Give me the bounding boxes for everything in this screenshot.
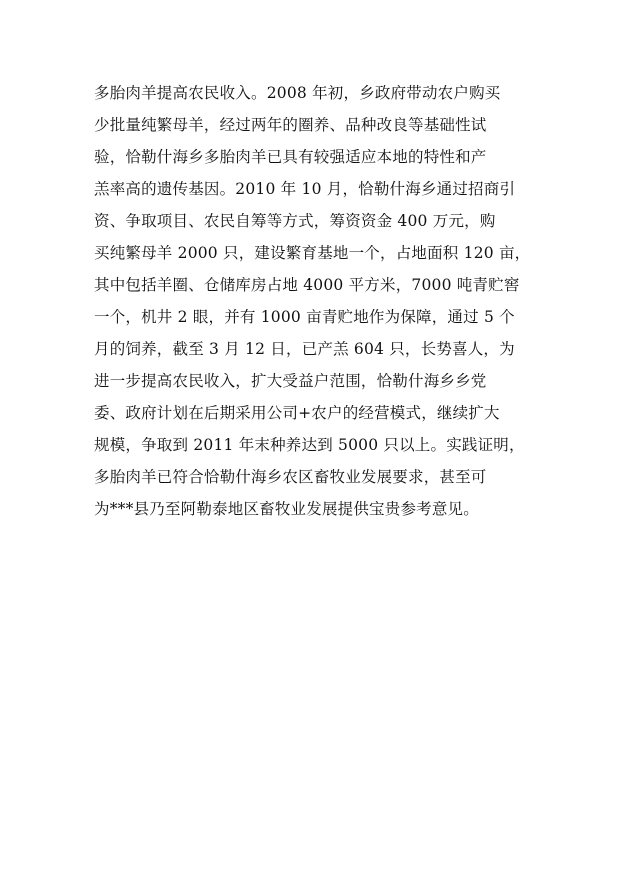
text-line-10: 进一步提高农民收入，扩大受益户范围，恰勒什海乡乡党 <box>94 372 487 390</box>
text-line-2: 少批量纯繁母羊，经过两年的圈养、品种改良等基础性试 <box>94 116 487 134</box>
text-line-3: 验，恰勒什海乡多胎肉羊已具有较强适应本地的特性和产 <box>94 148 487 166</box>
text-line-6: 买纯繁母羊 2000 只，建设繁育基地一个，占地面积 120 亩， <box>94 244 531 262</box>
text-line-1: 多胎肉羊提高农民收入。2008 年初，乡政府带动农户购买 <box>94 84 501 102</box>
text-line-9: 月的饲养，截至 3 月 12 日，已产羔 604 只，长势喜人，为 <box>94 340 515 358</box>
text-line-13: 多胎肉羊已符合恰勒什海乡农区畜牧业发展要求，甚至可 <box>94 468 487 486</box>
text-line-8: 一个，机井 2 眼，并有 1000 亩青贮地作为保障，通过 5 个 <box>94 308 515 326</box>
text-line-14: 为***县乃至阿勒泰地区畜牧业发展提供宝贵参考意见。 <box>94 500 479 518</box>
text-line-11: 委、政府计划在后期采用公司+农户的经营模式，继续扩大 <box>94 404 500 422</box>
text-line-5: 资、争取项目、农民自筹等方式，筹资资金 400 万元，购 <box>94 212 496 230</box>
text-line-12: 规模，争取到 2011 年末种养达到 5000 只以上。实践证明， <box>94 436 525 454</box>
text-line-4: 羔率高的遗传基因。2010 年 10 月，恰勒什海乡通过招商引 <box>94 180 516 198</box>
text-line-7: 其中包括羊圈、仓储库房占地 4000 平方米，7000 吨青贮窖 <box>94 276 520 294</box>
body-paragraph <box>94 77 534 525</box>
